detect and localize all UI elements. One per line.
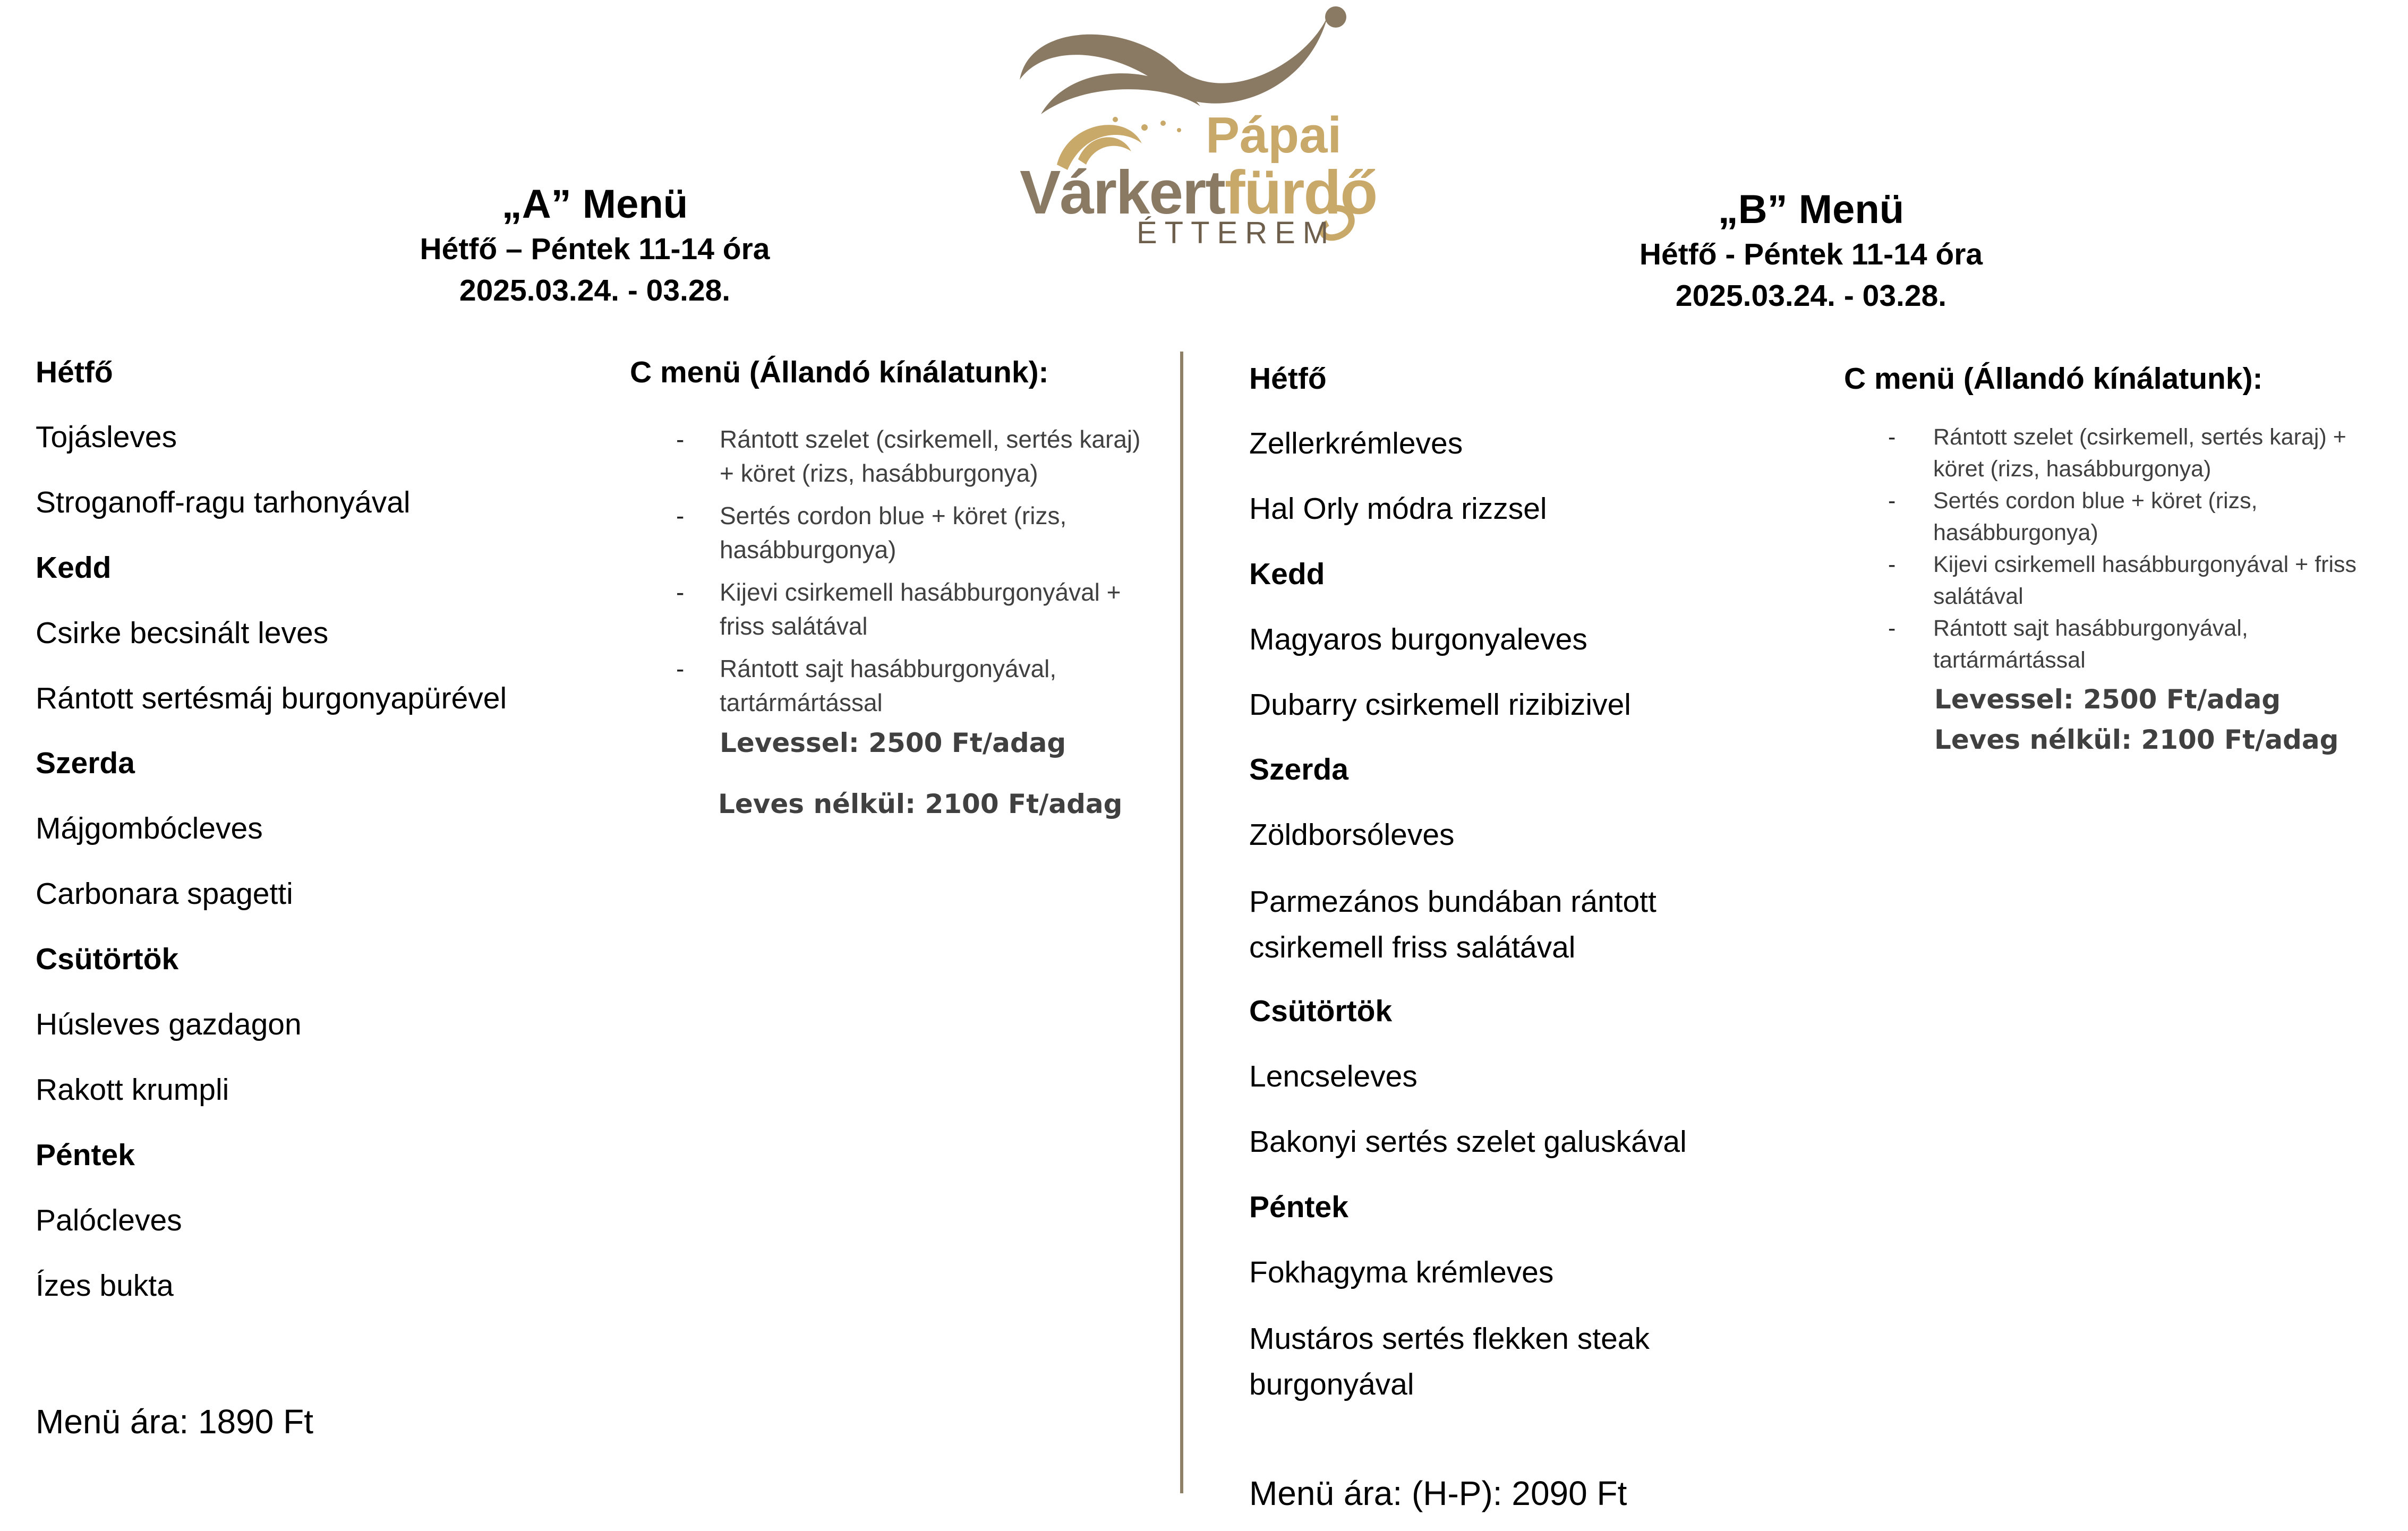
c-menu-a-item-1: Rántott szelet (csirkemell, sertés karaj) + köret (rizs, hasábburgonya): [720, 425, 1141, 487]
list-item: - Rántott szelet (csirkemell, sertés karaj) + köret (rizs, hasábburgonya): [676, 425, 1141, 487]
logo-text-papai: Pápai: [1206, 107, 1342, 164]
c-menu-a-price-with-soup: Levessel: 2500 Ft/adag: [720, 728, 1066, 758]
c-menu-b-list: [1888, 421, 2379, 676]
menu-a-header: [308, 181, 882, 311]
menu-a-thursday-soup: Húsleves gazdagon: [36, 1007, 302, 1041]
c-menu-b-item-2: Sertés cordon blue + köret (rizs, hasábburgonya): [1933, 488, 2258, 545]
menu-a-day-friday: Péntek: [36, 1138, 135, 1172]
logo-text-varkert: Várkert: [1020, 158, 1225, 227]
c-menu-b-item-3: Kijevi csirkemell hasábburgonyával + friss salátával: [1933, 552, 2357, 609]
menu-b-tuesday-soup: Magyaros burgonyaleves: [1249, 622, 1587, 656]
column-divider: [1180, 352, 1183, 1493]
restaurant-logo: [1009, 0, 1391, 255]
menu-b-day-thursday: Csütörtök: [1249, 994, 1393, 1028]
menu-a-day-wednesday: Szerda: [36, 746, 135, 780]
menu-b-monday-main: Hal Orly módra rizzsel: [1249, 492, 1547, 526]
menu-b-monday-soup: Zellerkrémleves: [1249, 426, 1463, 460]
menu-b-dates: 2025.03.24. - 03.28.: [1675, 279, 1947, 313]
menu-a-hours: Hétfő – Péntek 11-14 óra: [420, 232, 770, 266]
menu-a-monday-main: Stroganoff-ragu tarhonyával: [36, 485, 411, 519]
menu-b-thursday-soup: Lencseleves: [1249, 1059, 1418, 1093]
list-item: - Sertés cordon blue + köret (rizs, hasábburgonya): [676, 502, 1067, 563]
menu-a-tuesday-soup: Csirke becsinált leves: [36, 616, 329, 650]
c-menu-a-price-without-soup: Leves nélkül: 2100 Ft/adag: [718, 789, 1123, 819]
c-menu-a-list: [676, 422, 1145, 728]
menu-a-tuesday-main: Rántott sertésmáj burgonyapürével: [36, 681, 507, 715]
menu-a-friday-soup: Palócleves: [36, 1203, 182, 1237]
menu-b-day-monday: Hétfő: [1249, 362, 1327, 396]
menu-b-thursday-main: Bakonyi sertés szelet galuskával: [1249, 1125, 1687, 1159]
menu-b-friday-main: Mustáros sertés flekken steak burgonyával: [1249, 1322, 1650, 1401]
menu-b-hours: Hétfő - Péntek 11-14 óra: [1639, 237, 1983, 271]
menu-a-wednesday-soup: Májgombócleves: [36, 811, 263, 845]
list-item: - Rántott sajt hasábburgonyával, tartármártással: [1888, 615, 2248, 673]
menu-b-tuesday-main: Dubarry csirkemell rizibizivel: [1249, 688, 1631, 722]
menu-b-day-friday: Péntek: [1249, 1190, 1348, 1224]
menu-b-wednesday-soup: Zöldborsóleves: [1249, 818, 1455, 852]
menu-a-friday-main: Ízes bukta: [36, 1269, 174, 1303]
menu-a-title: „A” Menü: [501, 182, 688, 227]
menu-a-wednesday-main: Carbonara spagetti: [36, 877, 293, 911]
menu-a-dates: 2025.03.24. - 03.28.: [459, 273, 731, 307]
list-item: - Kijevi csirkemell hasábburgonyával + friss salátával: [676, 578, 1121, 640]
menu-b-title: „B” Menü: [1718, 187, 1905, 232]
c-menu-b-heading: C menü (Állandó kínálatunk):: [1844, 362, 2263, 396]
logo-text-furdo: fürdő: [1224, 158, 1377, 227]
list-item: - Rántott szelet (csirkemell, sertés karaj) + köret (rizs, hasábburgonya): [1888, 424, 2346, 482]
c-menu-a-item-4: Rántott sajt hasábburgonyával, tartármártással: [720, 655, 1057, 716]
list-item: - Sertés cordon blue + köret (rizs, hasábburgonya): [1888, 488, 2258, 545]
menu-b-price: Menü ára: (H-P): 2090 Ft: [1249, 1474, 1627, 1512]
menu-b-day-tuesday: Kedd: [1249, 557, 1325, 591]
menu-a-monday-soup: Tojásleves: [36, 420, 177, 454]
c-menu-a-heading: C menü (Állandó kínálatunk):: [630, 355, 1049, 389]
menu-a-thursday-main: Rakott krumpli: [36, 1073, 229, 1107]
list-item: - Kijevi csirkemell hasábburgonyával + friss salátával: [1888, 552, 2357, 609]
c-menu-b-price-with-soup: Levessel: 2500 Ft/adag: [1934, 684, 2281, 715]
menu-b-wednesday-main: Parmezános bundában rántott csirkemell friss salátával: [1249, 885, 1656, 964]
c-menu-b-price-without-soup: Leves nélkül: 2100 Ft/adag: [1934, 724, 2339, 755]
list-item: - Rántott sajt hasábburgonyával, tartármártással: [676, 655, 1057, 716]
c-menu-a-item-3: Kijevi csirkemell hasábburgonyával + friss salátával: [720, 578, 1121, 640]
menu-b-day-wednesday: Szerda: [1249, 752, 1348, 786]
logo-text-etterem: ÉTTEREM: [1137, 216, 1336, 250]
c-menu-b-item-1: Rántott szelet (csirkemell, sertés karaj) + köret (rizs, hasábburgonya): [1933, 424, 2346, 482]
c-menu-a-item-2: Sertés cordon blue + köret (rizs, hasábburgonya): [720, 502, 1067, 563]
menu-a-day-thursday: Csütörtök: [36, 942, 179, 976]
menu-b-header: [1524, 186, 2098, 317]
c-menu-b-item-4: Rántott sajt hasábburgonyával, tartármártással: [1933, 615, 2248, 673]
menu-b-friday-soup: Fokhagyma krémleves: [1249, 1255, 1554, 1289]
menu-a-day-monday: Hétfő: [36, 355, 113, 389]
menu-a-price: Menü ára: 1890 Ft: [36, 1402, 313, 1441]
menu-a-day-tuesday: Kedd: [36, 551, 112, 585]
